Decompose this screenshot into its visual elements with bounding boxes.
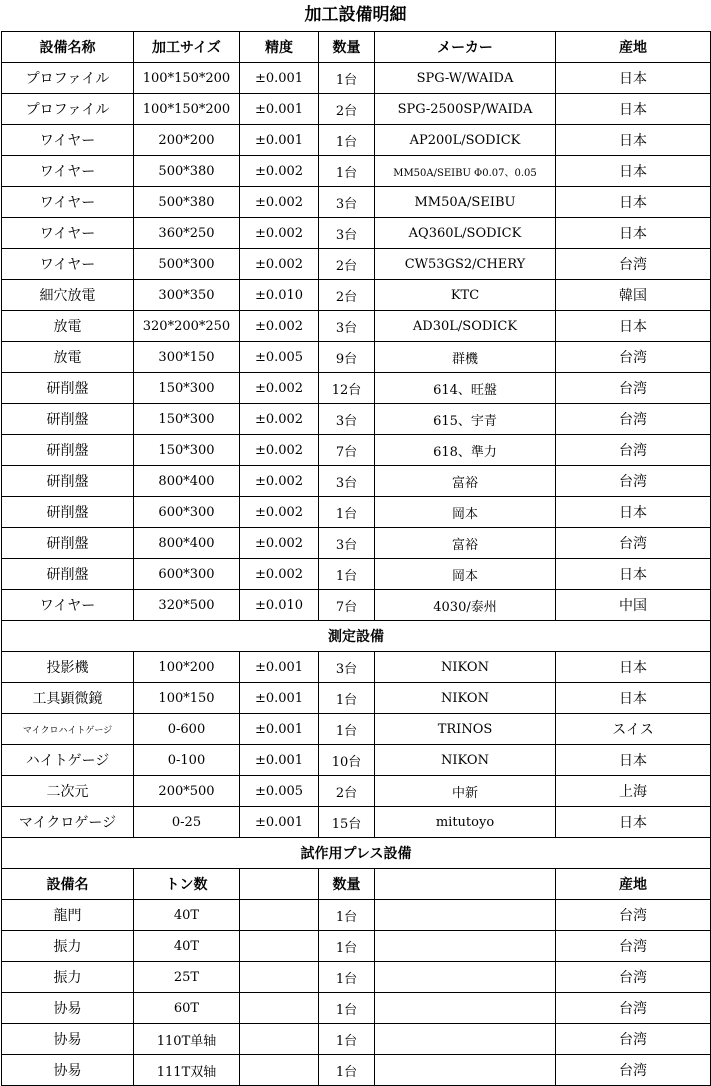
maker-cell: MM50A/SEIBU	[375, 187, 556, 218]
maker-cell: NIKON	[375, 683, 556, 714]
equipment-name-cell: プロファイル	[2, 94, 134, 125]
origin-cell: 日本	[556, 807, 711, 838]
precision-cell: ±0.002	[240, 187, 319, 218]
precision-cell: ±0.002	[240, 404, 319, 435]
maker-cell: 中新	[375, 776, 556, 807]
size-cell: 360*250	[134, 218, 240, 249]
precision-cell: ±0.002	[240, 249, 319, 280]
precision-cell: ±0.002	[240, 435, 319, 466]
equipment-name-cell: ハイトゲージ	[2, 745, 134, 776]
table-row	[2, 94, 711, 125]
precision-cell: ±0.001	[240, 652, 319, 683]
equipment-name-cell: 放電	[2, 311, 134, 342]
precision-cell: ±0.001	[240, 714, 319, 745]
column-header-origin: 産地	[556, 32, 711, 63]
origin-cell: 日本	[556, 187, 711, 218]
size-cell: 100*150	[134, 683, 240, 714]
table-row	[2, 931, 711, 962]
equipment-name-cell: ワイヤー	[2, 156, 134, 187]
equipment-name-cell: 二次元	[2, 776, 134, 807]
size-cell: 60T	[134, 993, 240, 1024]
quantity-cell: 2台	[319, 776, 375, 807]
table-header-row	[2, 32, 711, 63]
size-cell: 150*300	[134, 404, 240, 435]
section-title-press: 試作用プレス設備	[2, 838, 711, 869]
press-header-row	[2, 869, 711, 900]
precision-cell	[240, 900, 319, 931]
quantity-cell: 1台	[319, 497, 375, 528]
table-row	[2, 652, 711, 683]
maker-cell: 615、宇青	[375, 404, 556, 435]
size-cell: 800*400	[134, 528, 240, 559]
precision-cell: ±0.010	[240, 590, 319, 621]
table-row	[2, 404, 711, 435]
equipment-name-cell: マイクロゲージ	[2, 807, 134, 838]
column-header-precision: 精度	[240, 32, 319, 63]
equipment-name-cell: ワイヤー	[2, 218, 134, 249]
table-row	[2, 125, 711, 156]
maker-cell: TRINOS	[375, 714, 556, 745]
size-cell: 500*300	[134, 249, 240, 280]
size-cell: 500*380	[134, 187, 240, 218]
origin-cell: 日本	[556, 745, 711, 776]
precision-cell	[240, 1024, 319, 1055]
section-title-press-row	[2, 838, 711, 869]
precision-cell: ±0.001	[240, 683, 319, 714]
table-row	[2, 280, 711, 311]
maker-cell: NIKON	[375, 745, 556, 776]
origin-cell: スイス	[556, 714, 711, 745]
precision-cell: ±0.001	[240, 807, 319, 838]
origin-cell: 日本	[556, 497, 711, 528]
origin-cell: 台湾	[556, 962, 711, 993]
maker-cell: 618、準力	[375, 435, 556, 466]
precision-cell: ±0.005	[240, 776, 319, 807]
quantity-cell: 7台	[319, 435, 375, 466]
size-cell: 150*300	[134, 435, 240, 466]
size-cell: 600*300	[134, 559, 240, 590]
origin-cell: 日本	[556, 125, 711, 156]
origin-cell: 日本	[556, 559, 711, 590]
maker-cell: mitutoyo	[375, 807, 556, 838]
maker-cell: SPG-2500SP/WAIDA	[375, 94, 556, 125]
quantity-cell: 3台	[319, 652, 375, 683]
size-cell: 800*400	[134, 466, 240, 497]
table-row	[2, 714, 711, 745]
maker-cell	[375, 1055, 556, 1086]
equipment-name-cell: 細穴放電	[2, 280, 134, 311]
precision-cell: ±0.010	[240, 280, 319, 311]
origin-cell: 台湾	[556, 373, 711, 404]
equipment-name-cell: ワイヤー	[2, 125, 134, 156]
table-row	[2, 249, 711, 280]
maker-cell	[375, 931, 556, 962]
equipment-name-cell: 研削盤	[2, 466, 134, 497]
equipment-name-cell: 协易	[2, 1055, 134, 1086]
maker-cell: AP200L/SODICK	[375, 125, 556, 156]
quantity-cell: 1台	[319, 714, 375, 745]
equipment-name-cell: 研削盤	[2, 404, 134, 435]
precision-cell: ±0.002	[240, 311, 319, 342]
table-row	[2, 342, 711, 373]
origin-cell: 台湾	[556, 404, 711, 435]
quantity-cell: 1台	[319, 993, 375, 1024]
quantity-cell: 10台	[319, 745, 375, 776]
equipment-name-cell: 研削盤	[2, 373, 134, 404]
quantity-cell: 7台	[319, 590, 375, 621]
equipment-name-cell: 研削盤	[2, 559, 134, 590]
size-cell: 0-100	[134, 745, 240, 776]
origin-cell: 日本	[556, 94, 711, 125]
table-row	[2, 1024, 711, 1055]
precision-cell	[240, 1055, 319, 1086]
table-row	[2, 156, 711, 187]
equipment-name-cell: 龍門	[2, 900, 134, 931]
size-cell: 300*350	[134, 280, 240, 311]
quantity-cell: 3台	[319, 466, 375, 497]
quantity-cell: 3台	[319, 187, 375, 218]
origin-cell: 日本	[556, 311, 711, 342]
equipment-name-cell: 研削盤	[2, 435, 134, 466]
size-cell: 25T	[134, 962, 240, 993]
column-header-quantity: 数量	[319, 32, 375, 63]
origin-cell: 台湾	[556, 435, 711, 466]
maker-cell	[375, 1024, 556, 1055]
table-row	[2, 776, 711, 807]
size-cell: 110T单轴	[134, 1024, 240, 1055]
size-cell: 320*500	[134, 590, 240, 621]
maker-cell: KTC	[375, 280, 556, 311]
size-cell: 100*150*200	[134, 63, 240, 94]
quantity-cell: 1台	[319, 1055, 375, 1086]
equipment-name-cell: 投影機	[2, 652, 134, 683]
origin-cell: 台湾	[556, 1055, 711, 1086]
size-cell: 100*150*200	[134, 94, 240, 125]
column-header-maker: メーカー	[375, 32, 556, 63]
table-row	[2, 683, 711, 714]
origin-cell: 台湾	[556, 528, 711, 559]
size-cell: 320*200*250	[134, 311, 240, 342]
table-row	[2, 373, 711, 404]
section-title-measurement: 測定設備	[2, 621, 711, 652]
maker-cell	[375, 962, 556, 993]
quantity-cell: 3台	[319, 218, 375, 249]
table-row	[2, 590, 711, 621]
quantity-cell: 1台	[319, 683, 375, 714]
quantity-cell: 1台	[319, 125, 375, 156]
size-cell: 150*300	[134, 373, 240, 404]
table-row	[2, 218, 711, 249]
column-header-size: トン数	[134, 869, 240, 900]
column-header-size: 加工サイズ	[134, 32, 240, 63]
origin-cell: 韓国	[556, 280, 711, 311]
table-row	[2, 900, 711, 931]
maker-cell: SPG-W/WAIDA	[375, 63, 556, 94]
quantity-cell: 1台	[319, 559, 375, 590]
origin-cell: 日本	[556, 652, 711, 683]
equipment-table-body	[2, 32, 711, 1086]
maker-cell: AQ360L/SODICK	[375, 218, 556, 249]
precision-cell: ±0.002	[240, 497, 319, 528]
quantity-cell: 2台	[319, 94, 375, 125]
origin-cell: 日本	[556, 63, 711, 94]
precision-cell: ±0.002	[240, 218, 319, 249]
column-header-origin: 産地	[556, 869, 711, 900]
column-header-quantity: 数量	[319, 869, 375, 900]
origin-cell: 日本	[556, 156, 711, 187]
maker-cell: 4030/泰州	[375, 590, 556, 621]
equipment-name-cell: プロファイル	[2, 63, 134, 94]
size-cell: 300*150	[134, 342, 240, 373]
quantity-cell: 1台	[319, 1024, 375, 1055]
table-row	[2, 1055, 711, 1086]
origin-cell: 台湾	[556, 993, 711, 1024]
size-cell: 111T双轴	[134, 1055, 240, 1086]
quantity-cell: 1台	[319, 931, 375, 962]
quantity-cell: 2台	[319, 280, 375, 311]
equipment-name-cell: 协易	[2, 1024, 134, 1055]
quantity-cell: 2台	[319, 249, 375, 280]
precision-cell: ±0.002	[240, 373, 319, 404]
quantity-cell: 1台	[319, 900, 375, 931]
size-cell: 0-600	[134, 714, 240, 745]
precision-cell	[240, 993, 319, 1024]
size-cell: 40T	[134, 900, 240, 931]
size-cell: 100*200	[134, 652, 240, 683]
precision-cell: ±0.002	[240, 156, 319, 187]
quantity-cell: 12台	[319, 373, 375, 404]
table-row	[2, 187, 711, 218]
table-row	[2, 993, 711, 1024]
quantity-cell: 9台	[319, 342, 375, 373]
table-row	[2, 311, 711, 342]
table-row	[2, 497, 711, 528]
origin-cell: 中国	[556, 590, 711, 621]
precision-cell: ±0.002	[240, 528, 319, 559]
quantity-cell: 3台	[319, 404, 375, 435]
origin-cell: 台湾	[556, 342, 711, 373]
equipment-name-cell: 研削盤	[2, 528, 134, 559]
maker-cell: 群機	[375, 342, 556, 373]
page-title: 加工設備明細	[304, 5, 407, 25]
precision-cell: ±0.001	[240, 125, 319, 156]
column-header-maker	[375, 869, 556, 900]
precision-cell: ±0.001	[240, 745, 319, 776]
equipment-name-cell: 工具顕微鏡	[2, 683, 134, 714]
equipment-name-cell: マイクロハイトゲージ	[2, 714, 134, 745]
equipment-name-cell: ワイヤー	[2, 187, 134, 218]
maker-cell: 岡本	[375, 497, 556, 528]
precision-cell	[240, 931, 319, 962]
maker-cell	[375, 993, 556, 1024]
origin-cell: 日本	[556, 683, 711, 714]
maker-cell	[375, 900, 556, 931]
column-header-equipment-name: 設備名	[2, 869, 134, 900]
table-row	[2, 962, 711, 993]
equipment-name-cell: 振力	[2, 962, 134, 993]
table-row	[2, 466, 711, 497]
size-cell: 200*500	[134, 776, 240, 807]
maker-cell: 岡本	[375, 559, 556, 590]
precision-cell: ±0.005	[240, 342, 319, 373]
maker-cell: 富裕	[375, 466, 556, 497]
precision-cell: ±0.001	[240, 94, 319, 125]
size-cell: 40T	[134, 931, 240, 962]
quantity-cell: 3台	[319, 528, 375, 559]
origin-cell: 台湾	[556, 931, 711, 962]
maker-cell: MM50A/SEIBU Φ0.07、0.05	[375, 156, 556, 187]
section-title-measurement-row	[2, 621, 711, 652]
precision-cell: ±0.001	[240, 63, 319, 94]
origin-cell: 台湾	[556, 900, 711, 931]
maker-cell: CW53GS2/CHERY	[375, 249, 556, 280]
equipment-name-cell: 研削盤	[2, 497, 134, 528]
equipment-name-cell: 协易	[2, 993, 134, 1024]
origin-cell: 台湾	[556, 1024, 711, 1055]
size-cell: 600*300	[134, 497, 240, 528]
column-header-precision	[240, 869, 319, 900]
maker-cell: 富裕	[375, 528, 556, 559]
quantity-cell: 1台	[319, 962, 375, 993]
table-row	[2, 807, 711, 838]
equipment-name-cell: ワイヤー	[2, 590, 134, 621]
quantity-cell: 15台	[319, 807, 375, 838]
maker-cell: AD30L/SODICK	[375, 311, 556, 342]
quantity-cell: 1台	[319, 156, 375, 187]
quantity-cell: 1台	[319, 63, 375, 94]
origin-cell: 台湾	[556, 466, 711, 497]
size-cell: 500*380	[134, 156, 240, 187]
equipment-name-cell: 放電	[2, 342, 134, 373]
table-row	[2, 528, 711, 559]
precision-cell: ±0.002	[240, 559, 319, 590]
maker-cell: NIKON	[375, 652, 556, 683]
size-cell: 0-25	[134, 807, 240, 838]
maker-cell: 614、旺盤	[375, 373, 556, 404]
quantity-cell: 3台	[319, 311, 375, 342]
equipment-name-cell: 振力	[2, 931, 134, 962]
table-row	[2, 63, 711, 94]
column-header-equipment-name: 設備名称	[2, 32, 134, 63]
precision-cell	[240, 962, 319, 993]
table-row	[2, 745, 711, 776]
size-cell: 200*200	[134, 125, 240, 156]
equipment-name-cell: ワイヤー	[2, 249, 134, 280]
origin-cell: 上海	[556, 776, 711, 807]
precision-cell: ±0.002	[240, 466, 319, 497]
origin-cell: 日本	[556, 218, 711, 249]
origin-cell: 台湾	[556, 249, 711, 280]
equipment-table	[1, 31, 711, 1086]
table-row	[2, 559, 711, 590]
table-row	[2, 435, 711, 466]
